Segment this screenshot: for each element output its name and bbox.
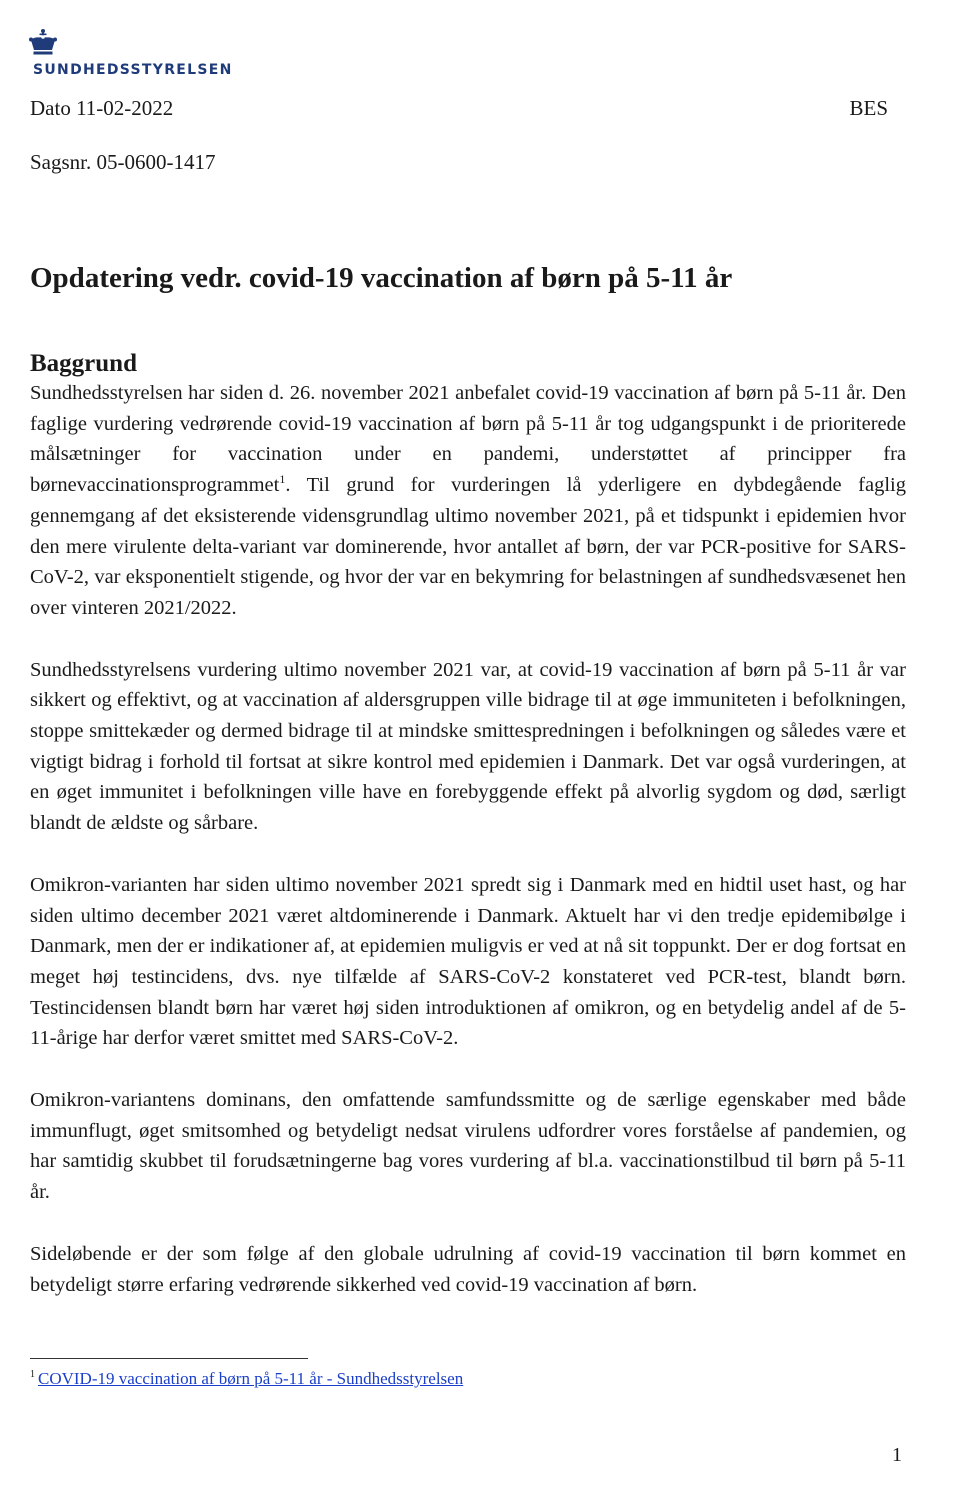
section-heading: Baggrund — [30, 350, 137, 377]
author-initials: BES — [849, 96, 888, 120]
footnote-divider — [30, 1358, 308, 1359]
footnote-link[interactable]: COVID-19 vaccination af børn på 5-11 år - Sundhedsstyrelsen — [38, 1369, 464, 1388]
document-title: Opdatering vedr. covid-19 vaccination af børn på 5-11 år — [30, 262, 733, 294]
document-body — [30, 378, 906, 1331]
paragraph-1 — [30, 378, 906, 624]
paragraph-1-text-b: . Til grund for vurderingen lå yderligere en dybdegående faglig gennemgang af det eksisterende vidensgrundlag ultimo november 2021, på et tidspunkt i epidemien hvor den mere virulente delta-variant var dominerende, hvor antallet af børn, der var PCR-positive for SARS-CoV-2, var eksponentielt stigende, og hvor der var en bekymring for belastningen af sundhedsvæsenet hen over vinteren 2021/2022. — [30, 474, 906, 619]
logo-wordmark: SUNDHEDSSTYRELSEN — [33, 62, 233, 78]
paragraph-3: Omikron-varianten har siden ultimo november 2021 spredt sig i Danmark med en hidtil uset hast, og har siden ultimo december 2021 været altdominerende i Danmark. Aktuelt har vi den tredje epidemibølge i Danmark, men der er indikationer af, at epidemien muligvis er ved at nå sit toppunkt. Der er dog fortsat en meget høj testincidens, dvs. nye tilfælde af SARS-CoV-2 konstateret ved PCR-test, blandt børn. Testincidensen blandt børn har været høj siden introduktionen af omikron, og en betydelig andel af de 5-11-årige har derfor været smittet med SARS-CoV-2. — [30, 873, 906, 1050]
paragraph-5: Sideløbende er der som følge af den globale udrulning af covid-19 vaccination til børn kommet en betydeligt større erfaring vedrørende sikkerhed ved covid-19 vaccination af børn. — [30, 1242, 906, 1296]
document-date: Dato 11-02-2022 — [30, 96, 174, 120]
page-number: 1 — [892, 1444, 902, 1466]
crown-icon — [28, 28, 58, 58]
footnote-reference: 1 — [279, 472, 286, 487]
footnote — [30, 1369, 463, 1389]
case-number: Sagsnr. 05-0600-1417 — [30, 150, 216, 174]
paragraph-2: Sundhedsstyrelsens vurdering ultimo november 2021 var, at covid-19 vaccination af børn på 5-11 år var sikkert og effektivt, og at vaccination af aldersgruppen ville bidrage til at øge immuniteten i befolkningen, stoppe smittekæder og dermed bidrage til at mindske smittespredningen i befolkningen og således være et vigtigt bidrag i forhold til fortsat at sikre kontrol med epidemien i Danmark. Det var også vurderingen, at en øget immunitet i befolkningen ville have en forebyggende effekt på alvorlig sygdom og død, særligt blandt de ældste og sårbare. — [30, 658, 906, 835]
paragraph-1-text-a: Sundhedsstyrelsen har siden d. 26. november 2021 anbefalet covid-19 vaccination af børn på 5-11 år. Den faglige vurdering vedrørende covid-19 vaccination af børn på 5-11 år tog udgangspunkt i de prioriterede målsætninger for vaccination under en pandemi, understøttet af principper fra børnevaccinationsprogrammet — [30, 382, 906, 497]
paragraph-4: Omikron-variantens dominans, den omfattende samfundssmitte og de særlige egenskaber med både immunflugt, øget smitsomhed og betydeligt nedsat virulens udfordrer vores forståelse af pandemien, og har samtidig skubbet til forudsætningerne bag vores vurdering af bl.a. vaccinationstilbud til børn på 5-11 år. — [30, 1089, 906, 1204]
footnote-marker: 1 — [30, 1369, 35, 1381]
logo — [28, 28, 288, 84]
